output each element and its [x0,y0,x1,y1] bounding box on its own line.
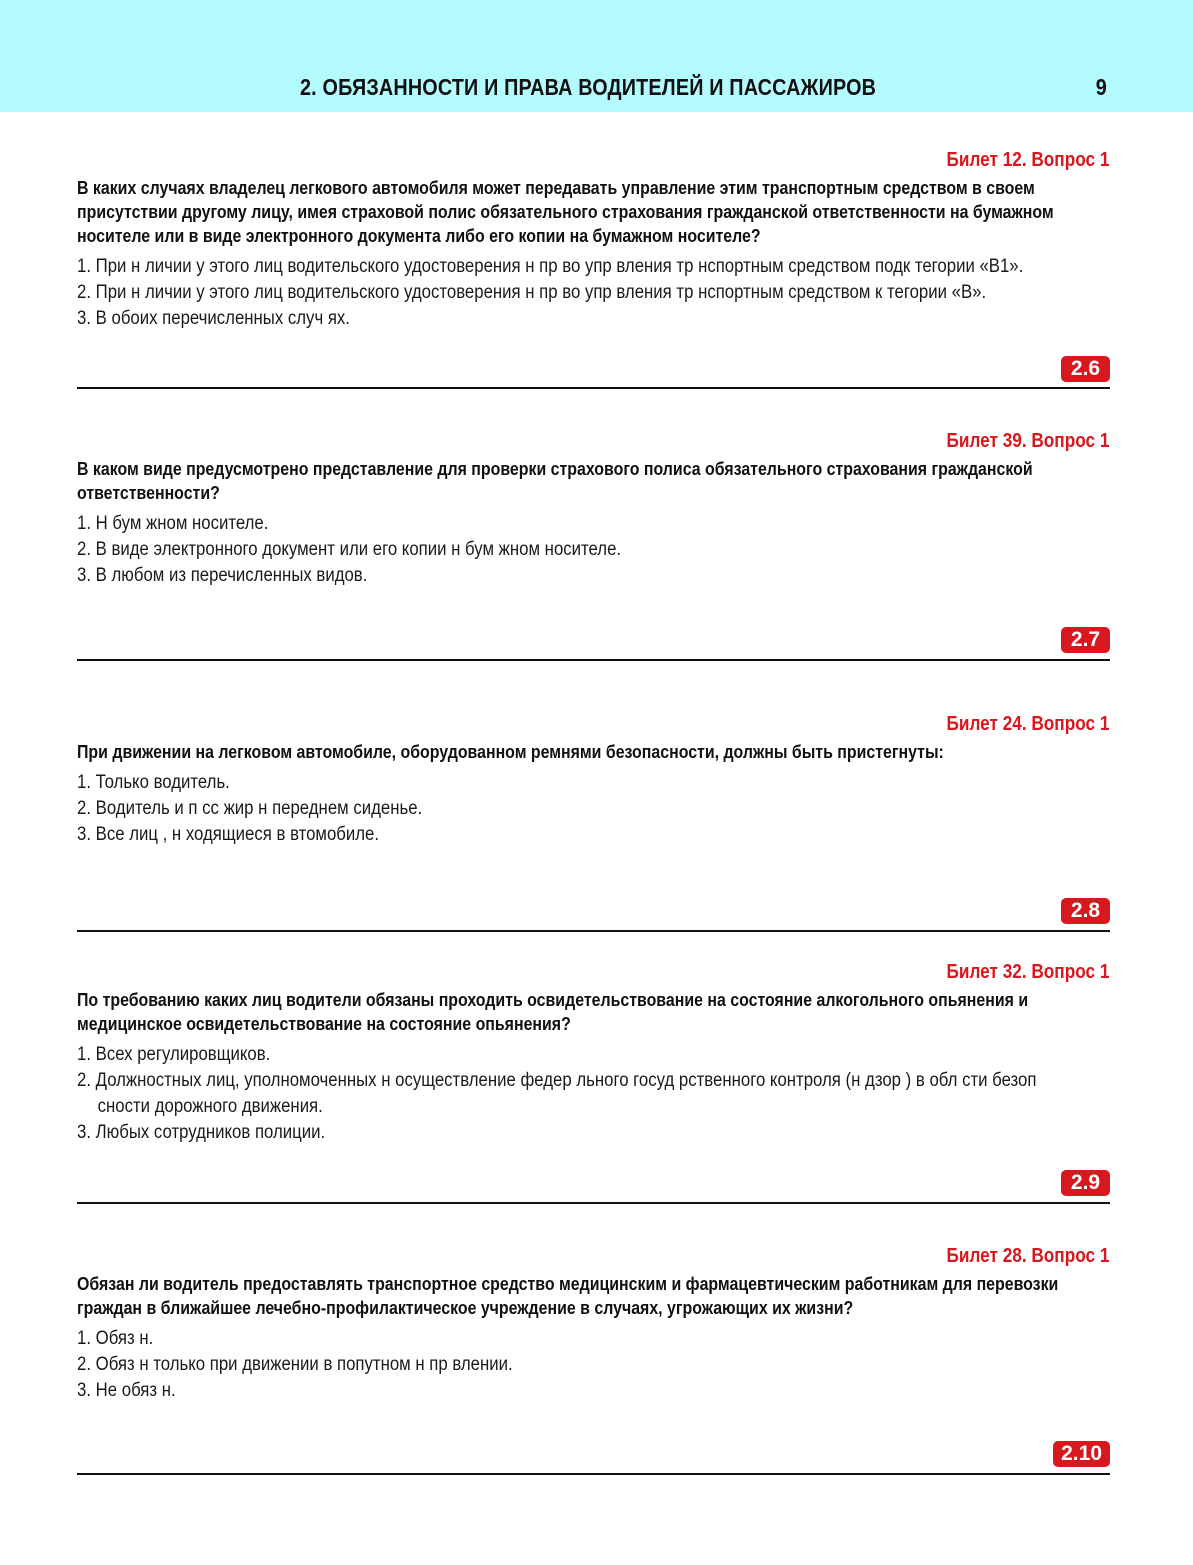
answer-option[interactable]: 3. Не обяз н. [77,1379,176,1401]
question-text: По требованию каких лиц водители обязаны проходить освидетельствование на состояние алкогольного опьянения и медицинское освидетельствование на состояние опьянения? [77,989,1029,1034]
answer-option[interactable]: 3. Все лиц , н ходящиеся в втомобиле. [77,823,380,845]
answer-option[interactable]: 2. В виде электронного документ или его копии н бум жном носителе. [77,538,622,560]
page-header [0,0,1193,112]
question-text: В каком виде предусмотрено представление для проверки страхового полиса обязательного страхования гражданской ответственности? [77,458,1033,503]
ticket-reference: Билет 32. Вопрос 1 [946,961,1109,983]
question-text: При движении на легковом автомобиле, оборудованном ремнями безопасности, должны быть пристегнуты: [77,741,944,762]
answer-option[interactable]: 2. Обяз н только при движении в попутном н пр влении. [77,1353,513,1375]
answer-list [77,1325,1126,1403]
item-number-badge: 2.8 [1061,898,1110,924]
ticket-reference: Билет 39. Вопрос 1 [946,430,1109,452]
question-text: В каких случаях владелец легкового автомобиля может передавать управление этим транспортным средством в своем присутствии другому лицу, имея страховой полис обязательного страхования гражданской ответственности на бумажном носителе или в виде электронного документа либо его копии на бумажном носителе? [77,177,1054,246]
item-number-badge: 2.10 [1053,1441,1110,1467]
ticket-reference: Билет 28. Вопрос 1 [946,1245,1109,1267]
divider [77,930,1110,932]
answer-option[interactable]: 3. В обоих перечисленных случ ях. [77,307,350,329]
question-text: Обязан ли водитель предоставлять транспортное средство медицинским и фармацевтическим работникам для перевозки граждан в ближайшее лечебно-профилактическое учреждение в случаях, угрожающих их жизни? [77,1273,1059,1318]
divider [77,1202,1110,1204]
answer-option[interactable]: 3. Любых сотрудников полиции. [77,1121,326,1143]
answer-option[interactable]: 1. Только водитель. [77,771,230,793]
answer-list [77,769,1126,847]
answer-list [77,253,1126,331]
answer-option[interactable]: 1. Обяз н. [77,1327,154,1349]
answer-list [77,510,1126,588]
divider [77,387,1110,389]
answer-option[interactable]: 3. В любом из перечисленных видов. [77,564,368,586]
page-number: 9 [1095,74,1107,100]
answer-option[interactable]: 1. При н личии у этого лиц водительского удостоверения н пр во упр вления тр нспортным средством подк тегории «В1». [77,255,1024,277]
divider [77,1473,1110,1475]
divider [77,659,1110,661]
item-number-badge: 2.9 [1061,1170,1110,1196]
answer-option[interactable]: 1. Всех регулировщиков. [77,1043,271,1065]
answer-option[interactable]: 2. При н личии у этого лиц водительского удостоверения н пр во упр вления тр нспортным средством к тегории «В». [77,281,987,303]
section-title: 2. ОБЯЗАННОСТИ И ПРАВА ВОДИТЕЛЕЙ И ПАССАЖИРОВ [300,74,877,100]
item-number-badge: 2.7 [1061,627,1110,653]
ticket-reference: Билет 24. Вопрос 1 [946,713,1109,735]
ticket-reference: Билет 12. Вопрос 1 [946,149,1109,171]
answer-option[interactable]: 2. Водитель и п сс жир н переднем сиденье. [77,797,423,819]
answer-option[interactable]: 1. Н бум жном носителе. [77,512,269,534]
answer-list [77,1041,1126,1145]
answer-option[interactable]: 2. Должностных лиц, уполномоченных н осуществление федер льного госуд рственного контроля (н дзор ) в обл сти безоп сности дорожного движения. [77,1069,1037,1117]
item-number-badge: 2.6 [1061,356,1110,382]
